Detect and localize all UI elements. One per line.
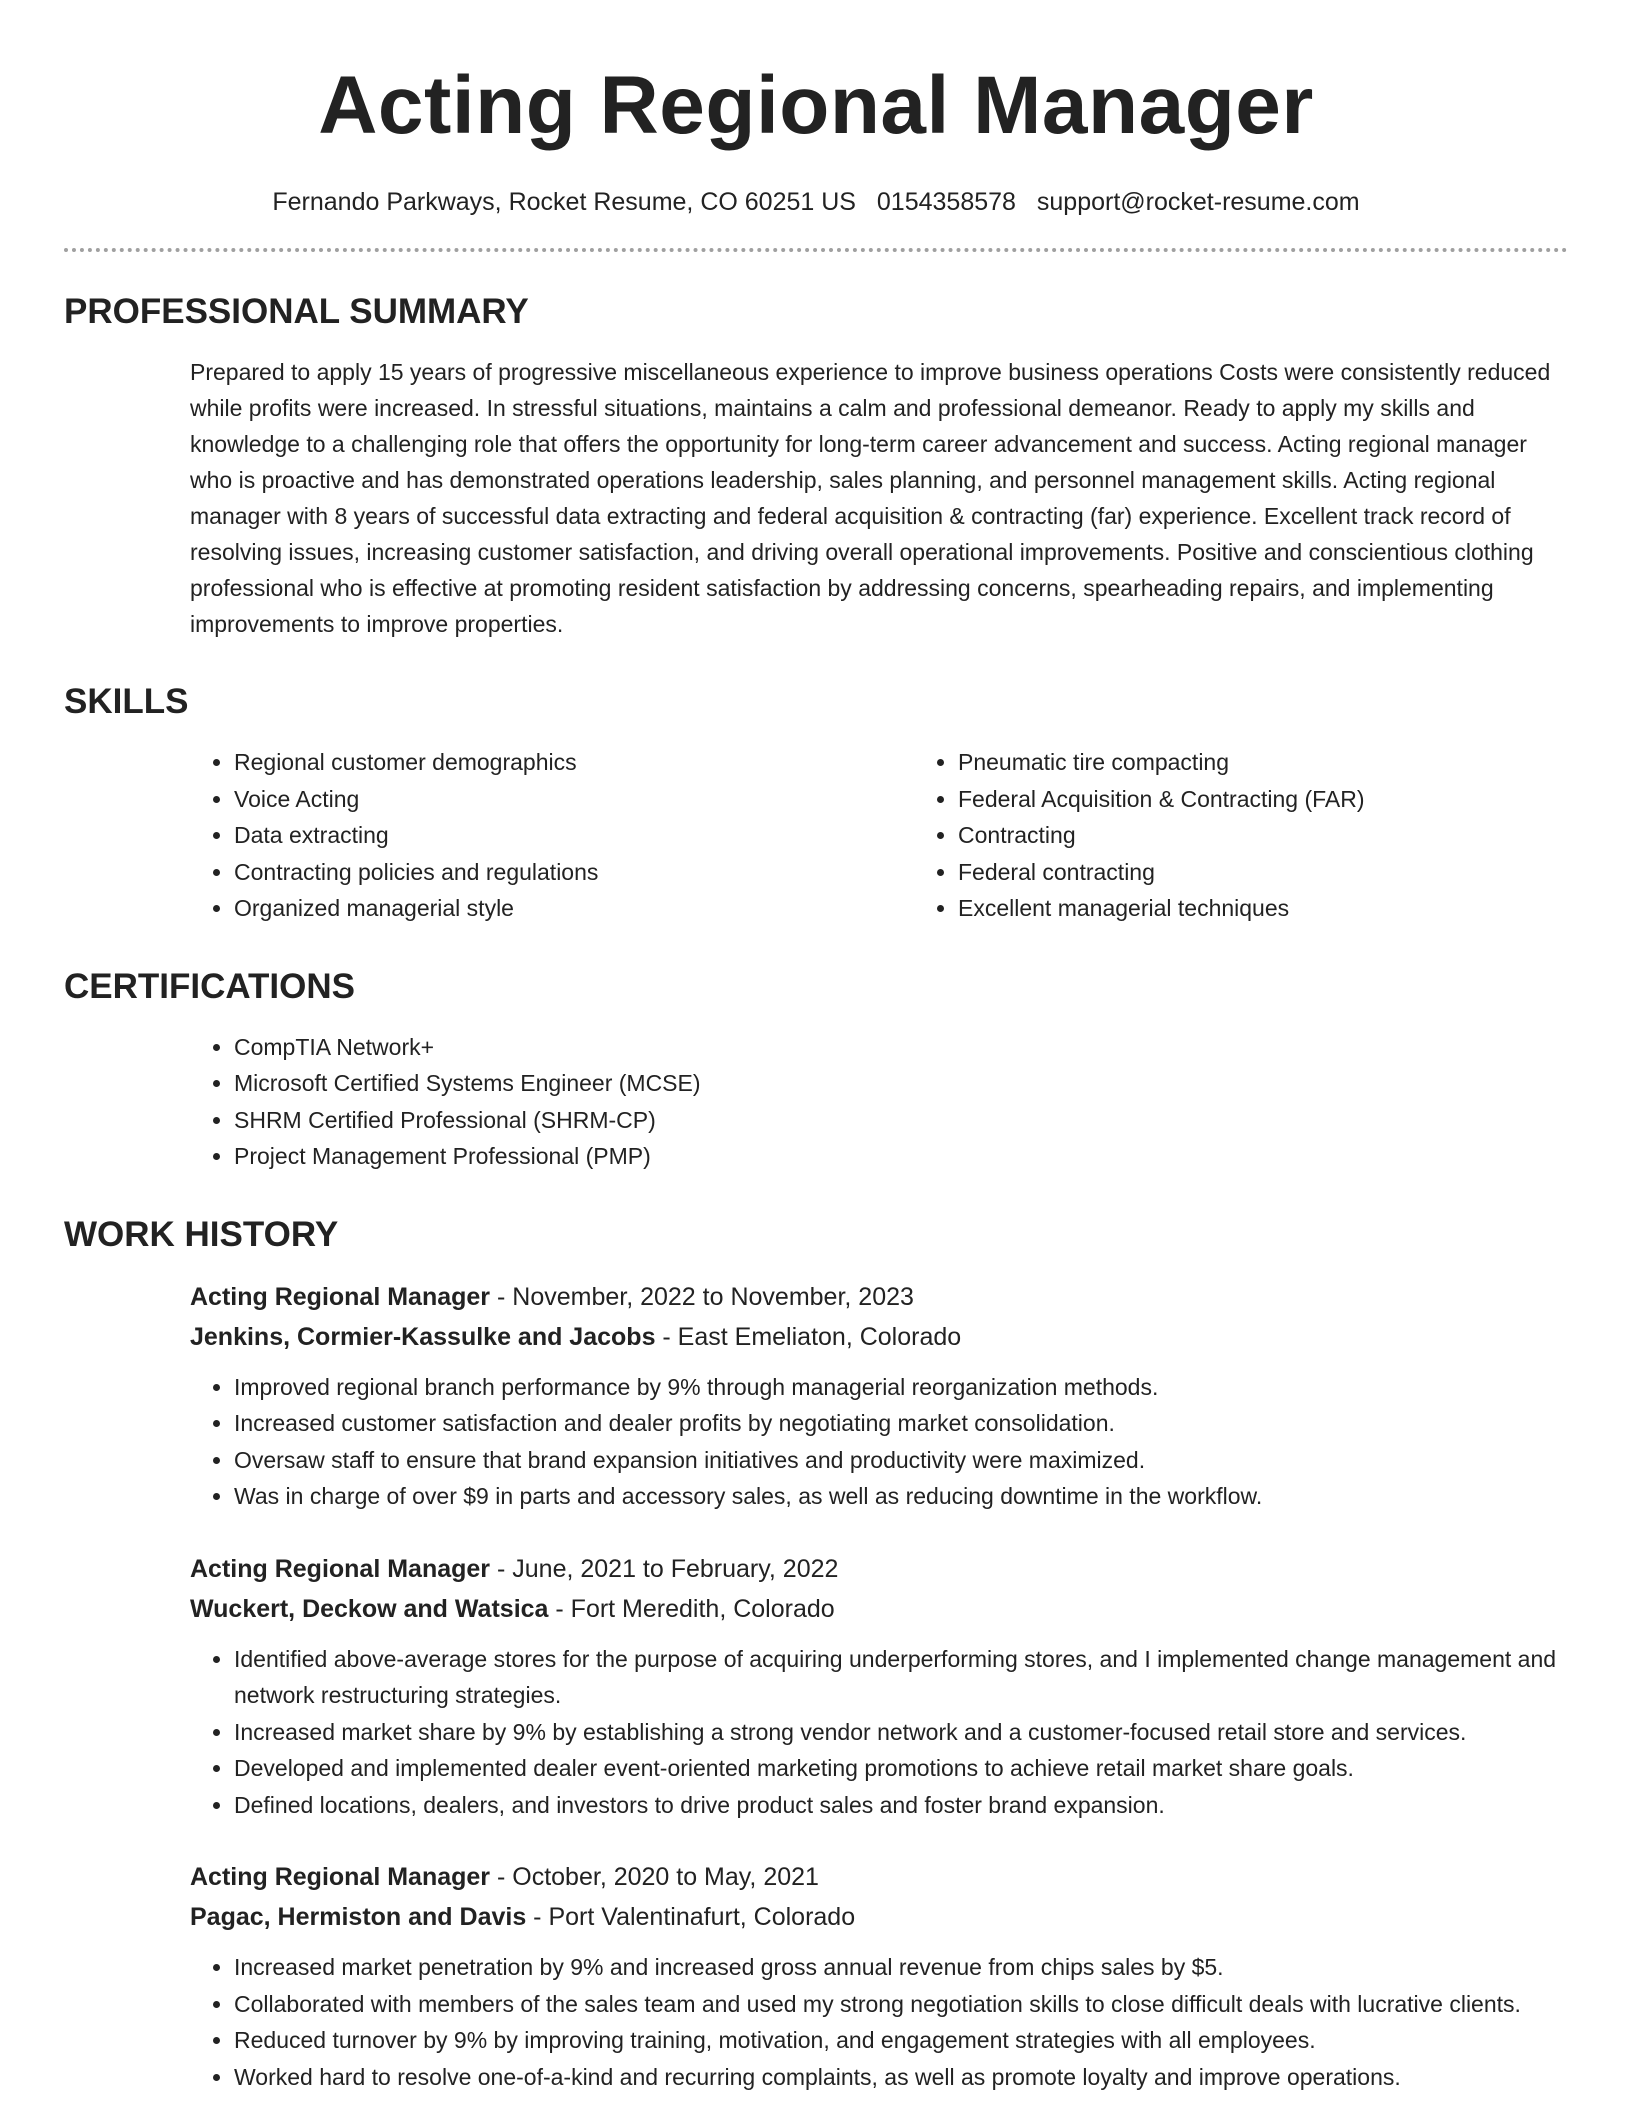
job-title-line xyxy=(190,1277,1568,1317)
job-company-line xyxy=(190,1589,1568,1629)
skill-item: • Contracting xyxy=(958,817,1632,854)
job-entry xyxy=(190,1857,1568,2095)
job-title-line xyxy=(190,1549,1568,1589)
skill-item: • Regional customer demographics xyxy=(234,744,914,781)
job-bullet: • Reduced turnover by 9% by improving training, motivation, and engagement strategies with all employees. xyxy=(234,2022,1568,2059)
summary-text: Prepared to apply 15 years of progressive miscellaneous experience to improve business operations Costs were consistently reduced while profits were increased. In stressful situations, maintains a calm and professional demeanor. Ready to apply my skills and knowledge to a challenging role that offers the opportunity for long-term career advancement and success. Acting regional manager who is proactive and has demonstrated operations leadership, sales planning, and personnel management skills. Acting regional manager with 8 years of successful data extracting and federal acquisition & contracting (far) experience. Excellent track record of resolving issues, increasing customer satisfaction, and driving overall operational improvements. Positive and conscientious clothing professional who is effective at promoting resident satisfaction by addressing concerns, spearheading repairs, and implementing improvements to improve properties. xyxy=(190,359,1551,637)
work-history-body xyxy=(190,1277,1568,2096)
skill-item: • Federal contracting xyxy=(958,854,1632,891)
job-bullets xyxy=(190,1641,1568,1824)
job-title: Acting Regional Manager xyxy=(190,1282,491,1311)
job-bullets xyxy=(190,1949,1568,2095)
certifications-list xyxy=(190,1029,1568,1175)
skills-heading: SKILLS xyxy=(64,682,189,721)
job-bullet: • Increased market share by 9% by establishing a strong vendor network and a customer-focused retail store and services. xyxy=(234,1714,1568,1751)
skill-item: • Data extracting xyxy=(234,817,914,854)
certification-item: • CompTIA Network+ xyxy=(234,1029,1568,1066)
job-bullet: • Defined locations, dealers, and investors to drive product sales and foster brand expansion. xyxy=(234,1787,1568,1824)
job-bullet: • Collaborated with members of the sales team and used my strong negotiation skills to close difficult deals with lucrative clients. xyxy=(234,1986,1568,2023)
skill-item: • Organized managerial style xyxy=(234,890,914,927)
skills-list-right xyxy=(914,744,1632,927)
summary-heading: PROFESSIONAL SUMMARY xyxy=(64,292,529,331)
job-dates: - June, 2021 to February, 2022 xyxy=(490,1554,839,1583)
skills-section xyxy=(64,682,1568,927)
skills-grid xyxy=(190,744,1568,927)
job-company: Wuckert, Deckow and Watsica xyxy=(190,1594,549,1623)
job-company: Jenkins, Cormier-Kassulke and Jacobs xyxy=(190,1322,656,1351)
job-bullet: • Increased customer satisfaction and dealer profits by negotiating market consolidation. xyxy=(234,1405,1568,1442)
contact-line xyxy=(64,186,1568,218)
job-company: Pagac, Hermiston and Davis xyxy=(190,1903,527,1931)
job-entry xyxy=(190,1277,1568,1515)
job-bullet: • Identified above-average stores for the purpose of acquiring underperforming stores, and I implemented change management and network restructuring strategies. xyxy=(234,1641,1568,1714)
job-title-line xyxy=(190,1857,1568,1897)
skill-item: • Voice Acting xyxy=(234,781,914,818)
certification-item: • Microsoft Certified Systems Engineer (MCSE) xyxy=(234,1065,1568,1102)
job-dates: - October, 2020 to May, 2021 xyxy=(490,1863,819,1891)
job-location: - East Emeliaton, Colorado xyxy=(655,1322,962,1351)
summary-body xyxy=(190,354,1568,642)
job-bullet: • Was in charge of over $9 in parts and accessory sales, as well as reducing downtime in the workflow. xyxy=(234,1478,1568,1515)
skills-list-left xyxy=(190,744,914,927)
job-bullet: • Increased market penetration by 9% and increased gross annual revenue from chips sales by $5. xyxy=(234,1949,1568,1986)
candidate-name: Acting Regional Manager xyxy=(318,60,1314,151)
contact-email: support@rocket-resume.com xyxy=(1036,188,1360,216)
contact-address: Fernando Parkways, Rocket Resume, CO 60251 US xyxy=(272,188,856,216)
resume-header xyxy=(64,0,1568,218)
certification-item: • Project Management Professional (PMP) xyxy=(234,1138,1568,1175)
job-bullet: • Worked hard to resolve one-of-a-kind and recurring complaints, as well as promote loyalty and improve operations. xyxy=(234,2059,1568,2096)
job-bullet: • Improved regional branch performance by 9% through managerial reorganization methods. xyxy=(234,1369,1568,1406)
job-bullets xyxy=(190,1369,1568,1515)
work-history-section xyxy=(64,1215,1568,2096)
skill-item: • Contracting policies and regulations xyxy=(234,854,914,891)
summary-section xyxy=(64,292,1568,642)
job-title: Acting Regional Manager xyxy=(190,1863,491,1891)
contact-phone: 0154358578 xyxy=(876,188,1016,216)
skill-item: • Excellent managerial techniques xyxy=(958,890,1632,927)
skill-item: • Pneumatic tire compacting xyxy=(958,744,1632,781)
certification-item: • SHRM Certified Professional (SHRM-CP) xyxy=(234,1102,1568,1139)
job-location: - Fort Meredith, Colorado xyxy=(548,1594,835,1623)
certifications-section xyxy=(64,967,1568,1175)
job-location: - Port Valentinafurt, Colorado xyxy=(526,1903,856,1931)
job-bullet: • Oversaw staff to ensure that brand expansion initiatives and productivity were maximized. xyxy=(234,1442,1568,1479)
job-dates: - November, 2022 to November, 2023 xyxy=(490,1282,914,1311)
job-company-line xyxy=(190,1317,1568,1357)
header-divider xyxy=(64,248,1568,252)
work-history-heading: WORK HISTORY xyxy=(64,1214,339,1254)
job-bullet: • Developed and implemented dealer event-oriented marketing promotions to achieve retail market share goals. xyxy=(234,1750,1568,1787)
certifications-heading: CERTIFICATIONS xyxy=(64,966,356,1006)
certifications-body xyxy=(190,1029,1568,1175)
job-entry xyxy=(190,1549,1568,1824)
job-company-line xyxy=(190,1897,1568,1937)
skill-item: • Federal Acquisition & Contracting (FAR) xyxy=(958,781,1632,818)
job-title: Acting Regional Manager xyxy=(190,1554,491,1583)
